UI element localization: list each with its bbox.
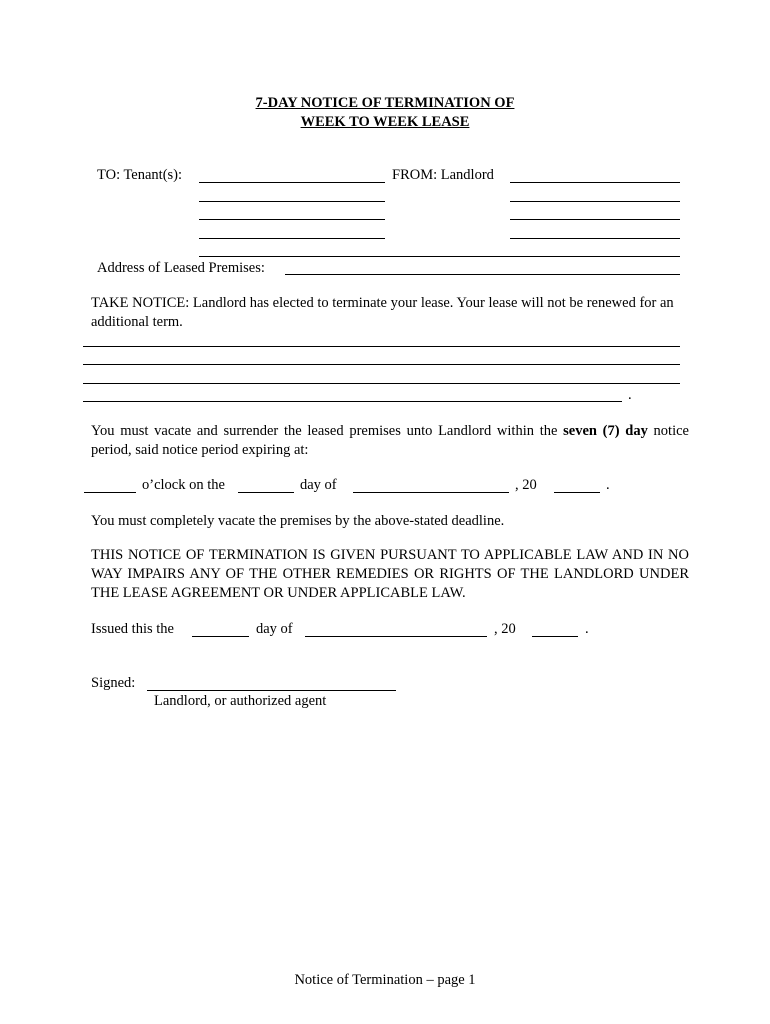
party-separator-line (199, 256, 680, 257)
expiry-hour-field[interactable] (84, 492, 136, 493)
expiry-period: . (606, 477, 610, 493)
expiry-day-field[interactable] (238, 492, 294, 493)
issued-period: . (585, 621, 589, 637)
page-footer: Notice of Termination – page 1 (294, 972, 476, 988)
expiry-day-of-label: day of (300, 477, 337, 493)
issued-year-prefix: , 20 (494, 621, 516, 637)
take-notice-paragraph: TAKE NOTICE: Landlord has elected to terminate your lease. Your lease will not be renewed for an additional term. (91, 295, 674, 330)
expiry-oclock-label: o’clock on the (142, 477, 225, 493)
notice-detail-line-1[interactable] (83, 346, 680, 347)
notice-detail-line-3[interactable] (83, 383, 680, 384)
landlord-name-line-2[interactable] (510, 201, 680, 202)
document-title-line-1: 7-DAY NOTICE OF TERMINATION OF (255, 95, 515, 111)
vacate-text-before: You must vacate and surrender the leased premises unto Landlord within the (91, 423, 564, 439)
tenant-name-line-1[interactable] (199, 182, 385, 183)
landlord-name-line-4[interactable] (510, 238, 680, 239)
notice-detail-line-4[interactable] (83, 401, 622, 402)
tenant-label: TO: Tenant(s): (97, 167, 183, 183)
signature-line[interactable] (147, 690, 396, 691)
issued-year-field[interactable] (532, 636, 578, 637)
vacate-text-after: notice period, said notice period expiring at: (91, 423, 689, 458)
issued-month-field[interactable] (305, 636, 487, 637)
legal-paragraph: THIS NOTICE OF TERMINATION IS GIVEN PURSUANT TO APPLICABLE LAW AND IN NO WAY IMPAIRS ANY OF THE OTHER REMEDIES OR RIGHTS OF THE LANDLORD UNDER THE LEASE AGREEMENT OR UNDER APPLICABLE LAW. (91, 547, 689, 601)
deadline-paragraph: You must completely vacate the premises by the above-stated deadline. (91, 513, 505, 529)
issued-day-of-label: day of (256, 621, 293, 637)
landlord-name-line-3[interactable] (510, 219, 680, 220)
vacate-paragraph (91, 422, 689, 460)
landlord-name-line-1[interactable] (510, 182, 680, 183)
document-title-line-2: WEEK TO WEEK LEASE (300, 114, 470, 130)
expiry-year-prefix: , 20 (515, 477, 537, 493)
notice-detail-period: . (628, 387, 632, 403)
tenant-name-line-3[interactable] (199, 219, 385, 220)
issued-day-field[interactable] (192, 636, 249, 637)
expiry-month-field[interactable] (353, 492, 509, 493)
issued-label: Issued this the (91, 621, 174, 637)
landlord-label: FROM: Landlord (392, 167, 494, 183)
tenant-name-line-4[interactable] (199, 238, 385, 239)
signature-caption: Landlord, or authorized agent (154, 693, 327, 709)
address-label: Address of Leased Premises: (97, 260, 265, 276)
tenant-name-line-2[interactable] (199, 201, 385, 202)
notice-detail-line-2[interactable] (83, 364, 680, 365)
expiry-year-field[interactable] (554, 492, 600, 493)
vacate-text-bold: seven (7) day (563, 423, 648, 439)
signed-label: Signed: (91, 675, 136, 691)
address-line[interactable] (285, 274, 680, 275)
